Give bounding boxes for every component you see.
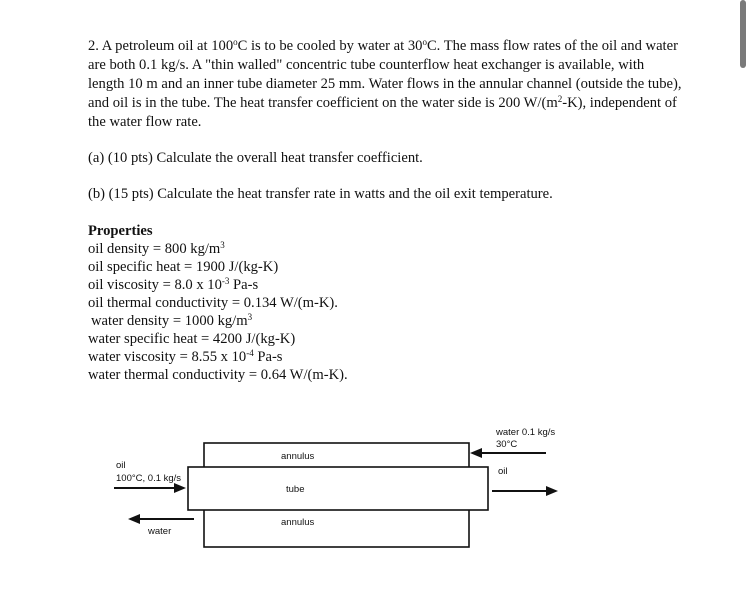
oil-outlet-label: oil [498, 466, 508, 477]
oil-inlet-arrow [114, 483, 186, 493]
water-viscosity: water viscosity = 8.55 x $10^{-4}$ Pa-s [88, 348, 283, 365]
annulus-bottom-label: annulus [281, 517, 315, 528]
oil-outlet-arrow [492, 486, 558, 496]
water-thermal-conductivity: water thermal conductivity = 0.64 W/(m-K). [88, 367, 348, 383]
water-outlet-arrow [128, 514, 194, 524]
part-b: (b) (15 pts) Calculate the heat transfer rate in watts and the oil exit temperature. [88, 186, 553, 202]
annulus-top-label: annulus [281, 451, 315, 462]
problem-statement: 2. A petroleum oil at 100$^o$C is to be cooled by water at 30$^o$C. The mass flow rates of the oil and water are both 0.1 kg/s. A "thin walled" concentric tube counterflow heat exchanger is available, with length 10 m and an inner tube diameter 25 mm. Water flows in the annular channel (outside the tube), and oil is in the tube. The heat transfer coefficient on the water side is 200 $W/(m^2-K)$, independent of the water flow rate. [88, 37, 682, 130]
water-outlet-label: water [148, 526, 172, 537]
oil-density: oil density = 800 $kg/m^3$ [88, 240, 225, 257]
oil-inlet-label: oil [116, 460, 126, 471]
properties-title: Properties [88, 223, 153, 239]
problem-number: 2. [88, 38, 99, 54]
water-inlet-temp: 30°C [496, 439, 518, 450]
oil-viscosity: oil viscosity = 8.0 x $10^{-3}$ Pa-s [88, 276, 259, 293]
tube-label: tube [286, 484, 305, 495]
oil-specific-heat: oil specific heat = 1900 J/(kg-K) [88, 259, 279, 275]
inner-tube [188, 467, 488, 510]
oil-inlet-state: 100°C, 0.1 kg/s [116, 473, 182, 484]
oil-thermal-conductivity: oil thermal conductivity = 0.134 W/(m-K). [88, 295, 338, 311]
part-a: (a) (10 pts) Calculate the overall heat transfer coefficient. [88, 150, 423, 166]
water-inlet-label: water 0.1 kg/s [496, 427, 556, 438]
water-specific-heat: water specific heat = 4200 J/(kg-K) [88, 331, 296, 347]
water-density: water density = 1000 $kg/m^3$ [91, 312, 253, 329]
